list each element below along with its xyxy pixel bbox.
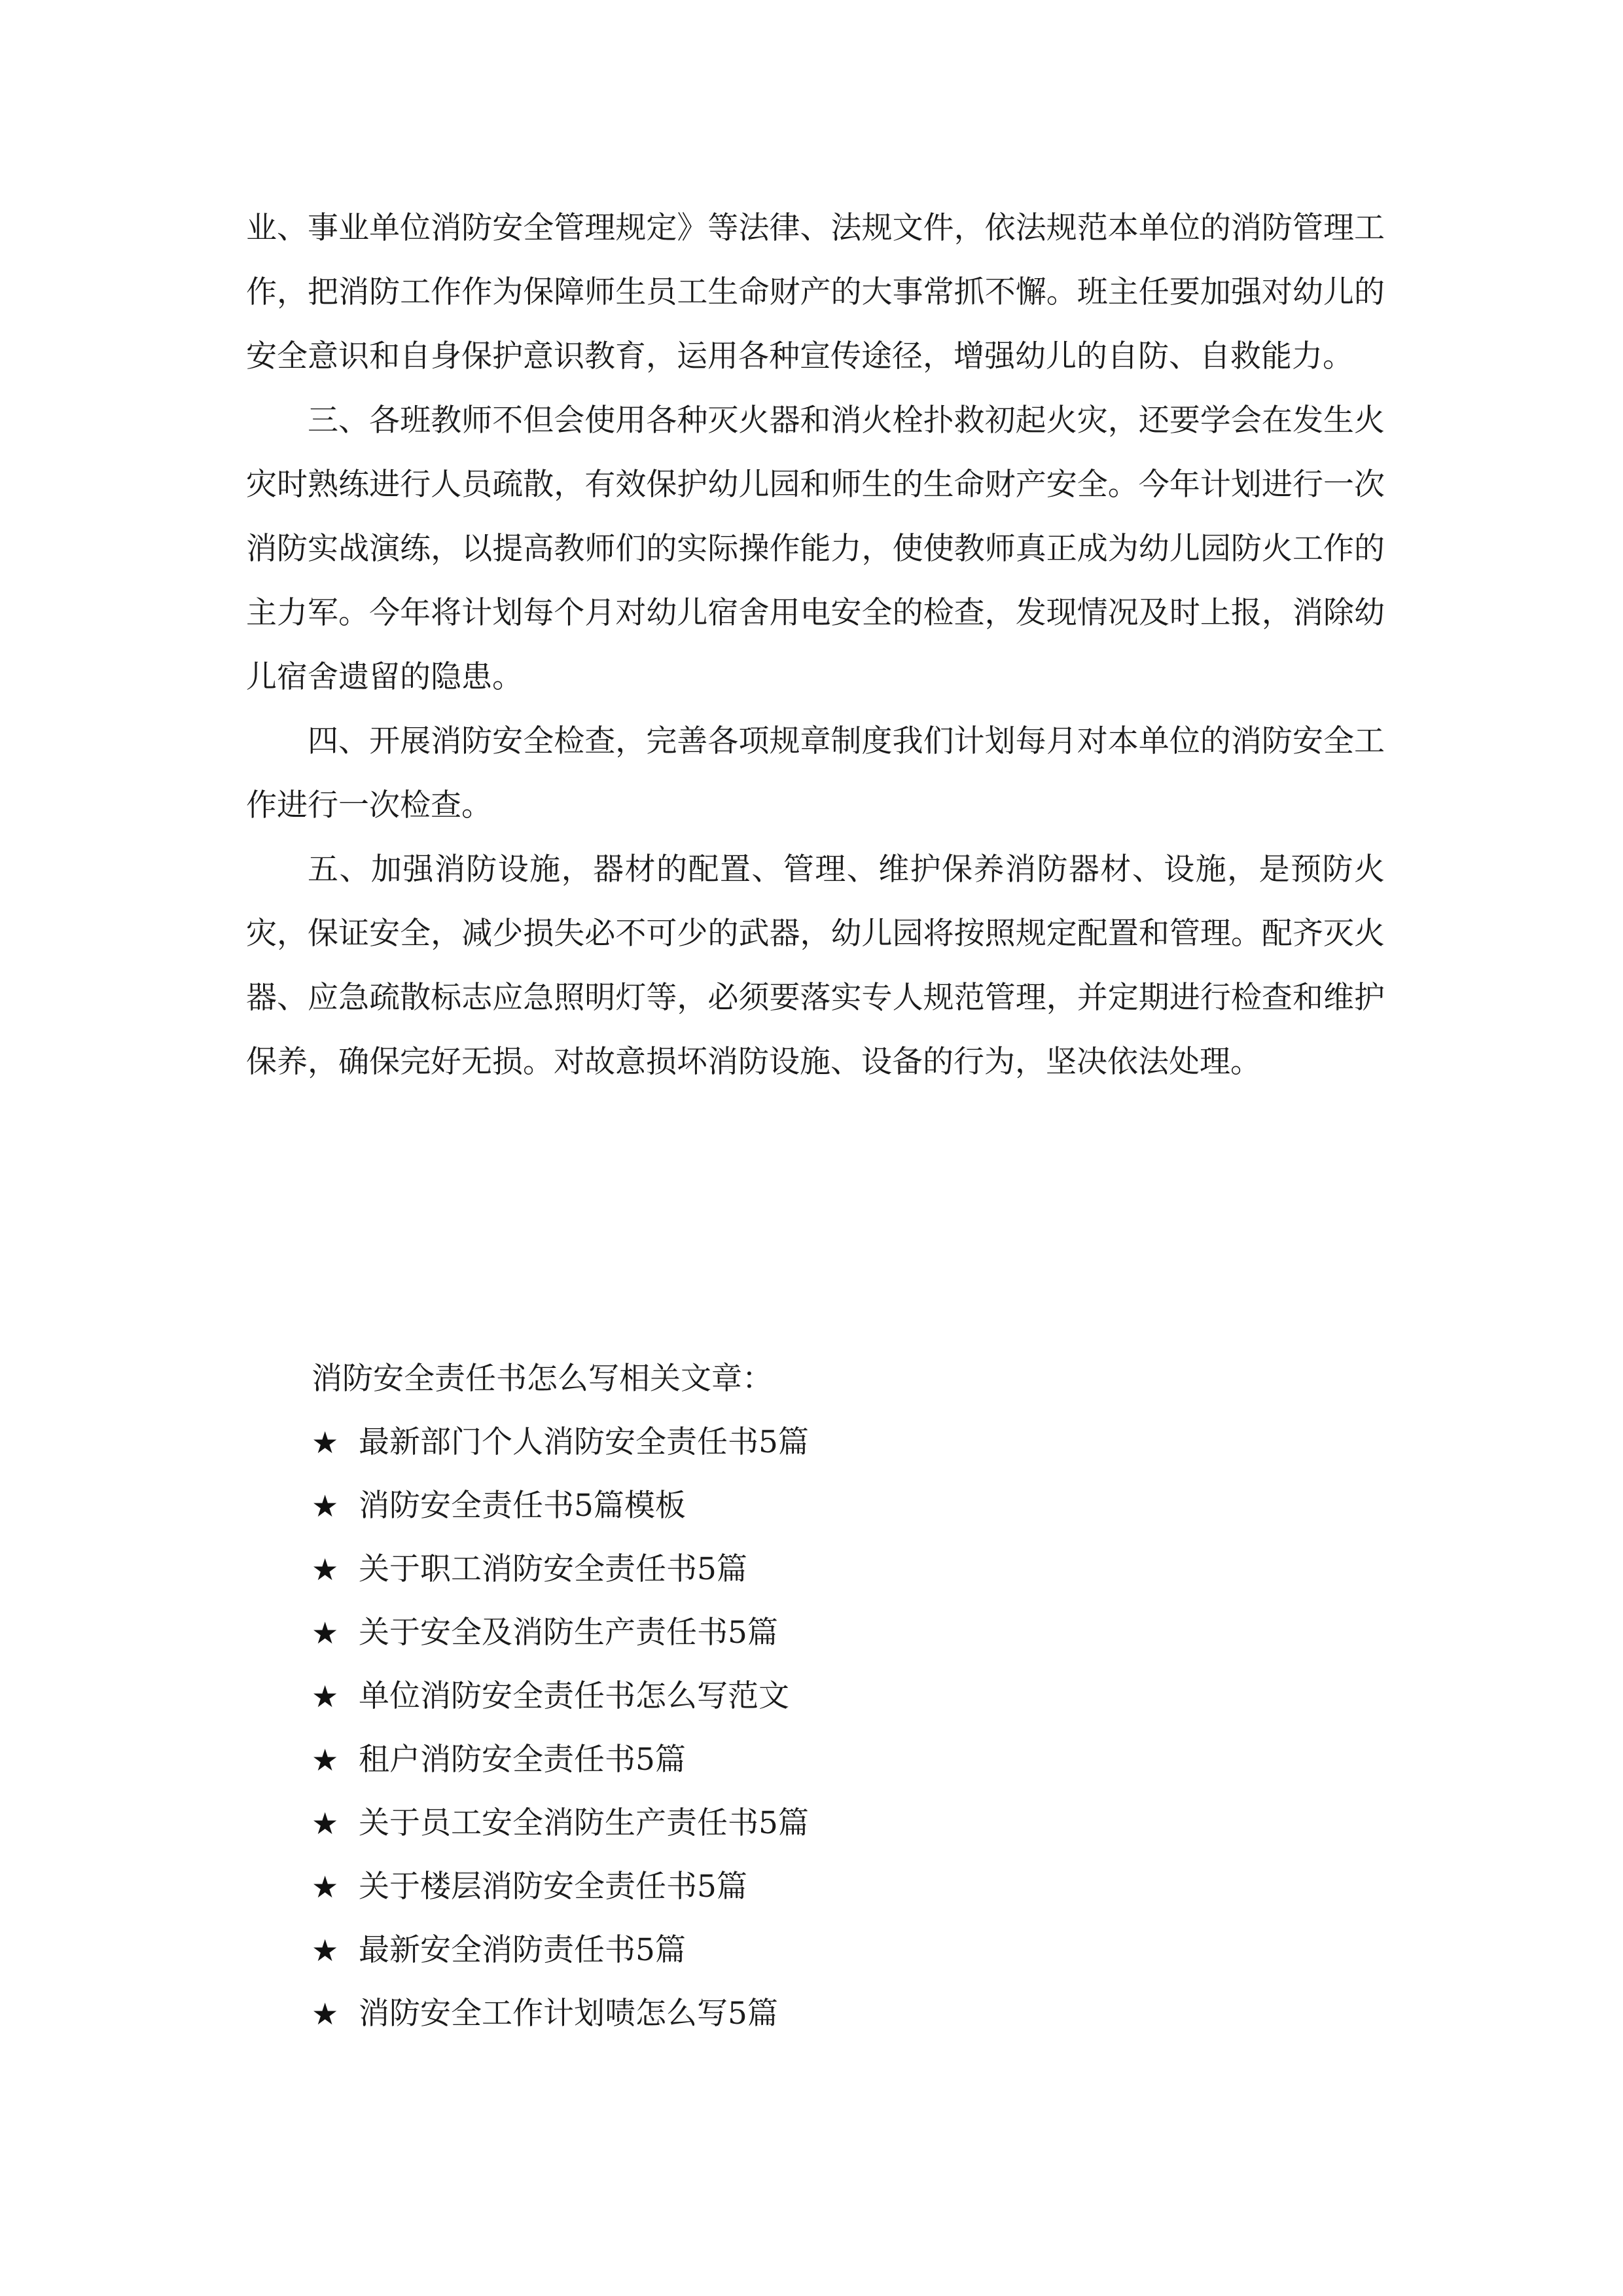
star-icon: ★ xyxy=(312,1551,339,1587)
related-article-title[interactable]: 租户消防安全责任书5篇 xyxy=(359,1742,686,1778)
star-icon: ★ xyxy=(312,1615,339,1651)
related-article-title[interactable]: 关于楼层消防安全责任书5篇 xyxy=(359,1869,747,1905)
star-icon: ★ xyxy=(312,1805,339,1841)
star-icon: ★ xyxy=(312,1996,339,2032)
document-body xyxy=(246,196,1385,1094)
related-article-title[interactable]: 消防安全工作计划啧怎么写5篇 xyxy=(359,1996,778,2032)
star-icon: ★ xyxy=(312,1742,339,1778)
paragraph-section-four: 四、开展消防安全检查，完善各项规章制度我们计划每月对本单位的消防安全工作进行一次检查。 xyxy=(246,723,1385,823)
paragraph-section-three: 三、各班教师不但会使用各种灭火器和消火栓扑救初起火灾，还要学会在发生火灾时熟练进行人员疏散，有效保护幼儿园和师生的生命财产安全。今年计划进行一次消防实战演练，以提高教师们的实际操作能力，使使教师真正成为幼儿园防火工作的主力军。今年将计划每个月对幼儿宿舍用电安全的检查，发现情况及时上报，消除幼儿宿舍遗留的隐患。 xyxy=(246,403,1385,695)
related-articles-title: 消防安全责任书怎么写相关文章： xyxy=(312,1361,773,1397)
related-articles xyxy=(312,1347,1385,2045)
related-article-link[interactable] xyxy=(312,1474,1385,1537)
related-article-link[interactable] xyxy=(312,1855,1385,1918)
related-article-link[interactable] xyxy=(312,1601,1385,1664)
related-article-link[interactable] xyxy=(312,1537,1385,1601)
paragraph-continuation: 业、事业单位消防安全管理规定》等法律、法规文件，依法规范本单位的消防管理工作，把消防工作作为保障师生员工生命财产的大事常抓不懈。班主任要加强对幼儿的安全意识和自身保护意识教育，运用各种宣传途径，增强幼儿的自防、自救能力。 xyxy=(246,210,1385,374)
related-article-link[interactable] xyxy=(312,1728,1385,1791)
star-icon: ★ xyxy=(312,1869,339,1905)
related-article-title[interactable]: 关于安全及消防生产责任书5篇 xyxy=(359,1615,778,1651)
related-article-title[interactable]: 最新安全消防责任书5篇 xyxy=(359,1932,686,1968)
related-article-link[interactable] xyxy=(312,1410,1385,1474)
related-article-title[interactable]: 关于员工安全消防生产责任书5篇 xyxy=(359,1805,809,1841)
star-icon: ★ xyxy=(312,1424,339,1460)
related-article-title[interactable]: 最新部门个人消防安全责任书5篇 xyxy=(359,1424,809,1460)
star-icon: ★ xyxy=(312,1678,339,1714)
related-article-title[interactable]: 单位消防安全责任书怎么写范文 xyxy=(359,1678,789,1714)
star-icon: ★ xyxy=(312,1488,339,1524)
related-article-title[interactable]: 关于职工消防安全责任书5篇 xyxy=(359,1551,747,1587)
related-article-link[interactable] xyxy=(312,1791,1385,1855)
related-articles-list xyxy=(312,1410,1385,2045)
related-article-link[interactable] xyxy=(312,1982,1385,2045)
related-article-link[interactable] xyxy=(312,1664,1385,1728)
star-icon: ★ xyxy=(312,1932,339,1968)
related-article-link[interactable] xyxy=(312,1918,1385,1982)
paragraph-section-five: 五、加强消防设施，器材的配置、管理、维护保养消防器材、设施，是预防火灾，保证安全，减少损失必不可少的武器，幼儿园将按照规定配置和管理。配齐灭火器、应急疏散标志应急照明灯等，必须要落实专人规范管理，并定期进行检查和维护保养，确保完好无损。对故意损坏消防设施、设备的行为，坚决依法处理。 xyxy=(246,852,1385,1080)
related-article-title[interactable]: 消防安全责任书5篇模板 xyxy=(359,1488,686,1524)
